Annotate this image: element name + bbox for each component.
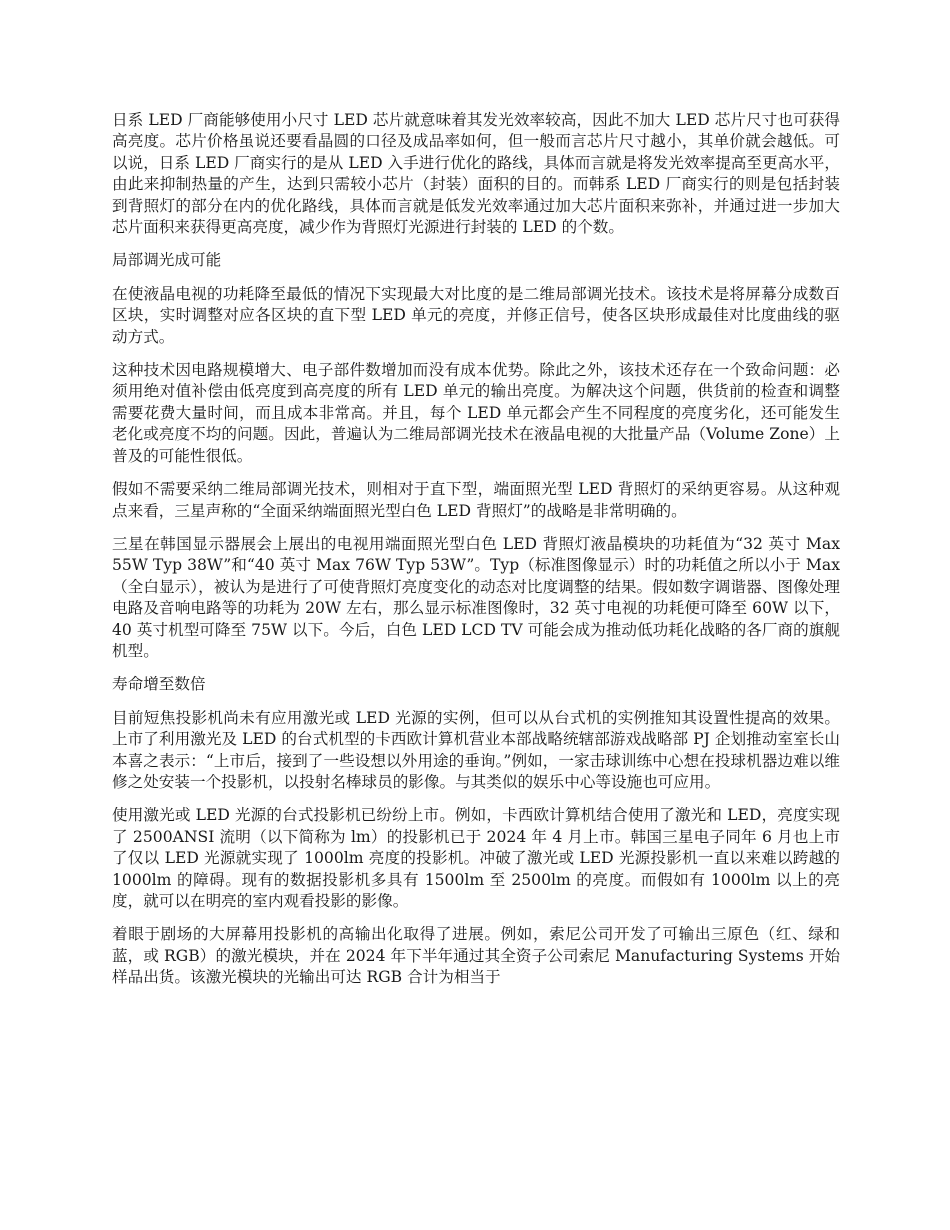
paragraph-local-dimming-cost: 这种技术因电路规模增大、电子部件数增加而没有成本优势。除此之外，该技术还存在一个致命问题：必须用绝对值补偿由低亮度到高亮度的所有 LED 单元的输出亮度。为解决这个问题，供货前的检查和调整需要花费大量时间，而且成本非常高。并且，每个 LED 单元都会产生不同程度的亮度劣化，还可能发生老化或亮度不均的问题。因此，普遍认为二维局部调光技术在液晶电视的大批量产品（Volume Zone）上普及的可能性很低。	[112, 361, 840, 465]
paragraph-theater-projectors: 着眼于剧场的大屏幕用投影机的高输出化取得了进展。例如，索尼公司开发了可输出三原色（红、绿和蓝，或 RGB）的激光模块，并在 2024 年下半年通过其全资子公司索尼 Manufacturing Systems 开始样品出货。该激光模块的光输出可达 RGB 合计为相当于	[112, 925, 840, 987]
paragraph-desktop-projectors: 使用激光或 LED 光源的台式投影机已纷纷上市。例如，卡西欧计算机结合使用了激光和 LED，亮度实现了 2500ANSI 流明（以下简称为 lm）的投影机已于 2024 年 4 月上市。韩国三星电子同年 6 月也上市了仅以 LED 光源就实现了 1000lm 亮度的投影机。冲破了激光或 LED 光源投影机一直以来难以跨越的 1000lm 的障碍。现有的数据投影机多具有 1500lm 至 2500lm 的亮度。而假如有 1000lm 以上的亮度，就可以在明亮的室内观看投影的影像。	[112, 806, 840, 910]
paragraph-edge-lit: 假如不需要采纳二维局部调光技术，则相对于直下型，端面照光型 LED 背照灯的采纳更容易。从这种观点来看，三星声称的“全面采纳端面照光型白色 LED 背照灯”的战略是非常明确的。	[112, 480, 840, 520]
paragraph-samsung-power: 三星在韩国显示器展会上展出的电视用端面照光型白色 LED 背照灯液晶模块的功耗值为“32 英寸 Max 55W Typ 38W”和“40 英寸 Max 76W Typ 53W”。Typ（标准图像显示）时的功耗值之所以小于 Max（全白显示），被认为是进行了可使背照灯亮度变化的动态对比度调整的结果。假如数字调谐器、图像处理电路及音响电路等的功耗为 20W 左右，那么显示标准图像时，32 英寸电视的功耗便可降至 60W 以下，40 英寸机型可降至 75W 以下。今后，白色 LED LCD TV 可能会成为推动低功耗化战略的各厂商的旗舰机型。	[112, 534, 840, 660]
document-page	[112, 110, 840, 1001]
section-heading-lifetime: 寿命增至数倍	[112, 675, 206, 694]
paragraph-led-efficiency: 日系 LED 厂商能够使用小尺寸 LED 芯片就意味着其发光效率较高，因此不加大 LED 芯片尺寸也可获得高亮度。芯片价格虽说还要看晶圆的口径及成品率如何，但一般而言芯片尺寸越小，其单价就会越低。可以说，日系 LED 厂商实行的是从 LED 入手进行优化的路线，具体而言就是将发光效率提高至更高水平，由此来抑制热量的产生，达到只需较小芯片（封装）面积的目的。而韩系 LED 厂商实行的则是包括封装到背照灯的部分在内的优化路线，具体而言就是低发光效率通过加大芯片面积来弥补，并通过进一步加大芯片面积来获得更高亮度，减少作为背照灯光源进行封装的 LED 的个数。	[112, 111, 840, 237]
section-heading-local-dimming: 局部调光成可能	[112, 251, 222, 270]
paragraph-local-dimming-intro: 在使液晶电视的功耗降至最低的情况下实现最大对比度的是二维局部调光技术。该技术是将屏幕分成数百区块，实时调整对应各区块的直下型 LED 单元的亮度，并修正信号，使各区块形成最佳对比度曲线的驱动方式。	[112, 284, 840, 346]
paragraph-short-throw: 目前短焦投影机尚未有应用激光或 LED 光源的实例，但可以从台式机的实例推知其设置性提高的效果。上市了利用激光及 LED 的台式机型的卡西欧计算机营业本部战略统辖部游戏战略部 PJ 企划推动室室长山本喜之表示：“上市后，接到了一些设想以外用途的垂询。”例如，一家击球训练中心想在投球机器边难以维修之处安装一个投影机，以投射名棒球员的影像。与其类似的娱乐中心等设施也可应用。	[112, 708, 840, 791]
